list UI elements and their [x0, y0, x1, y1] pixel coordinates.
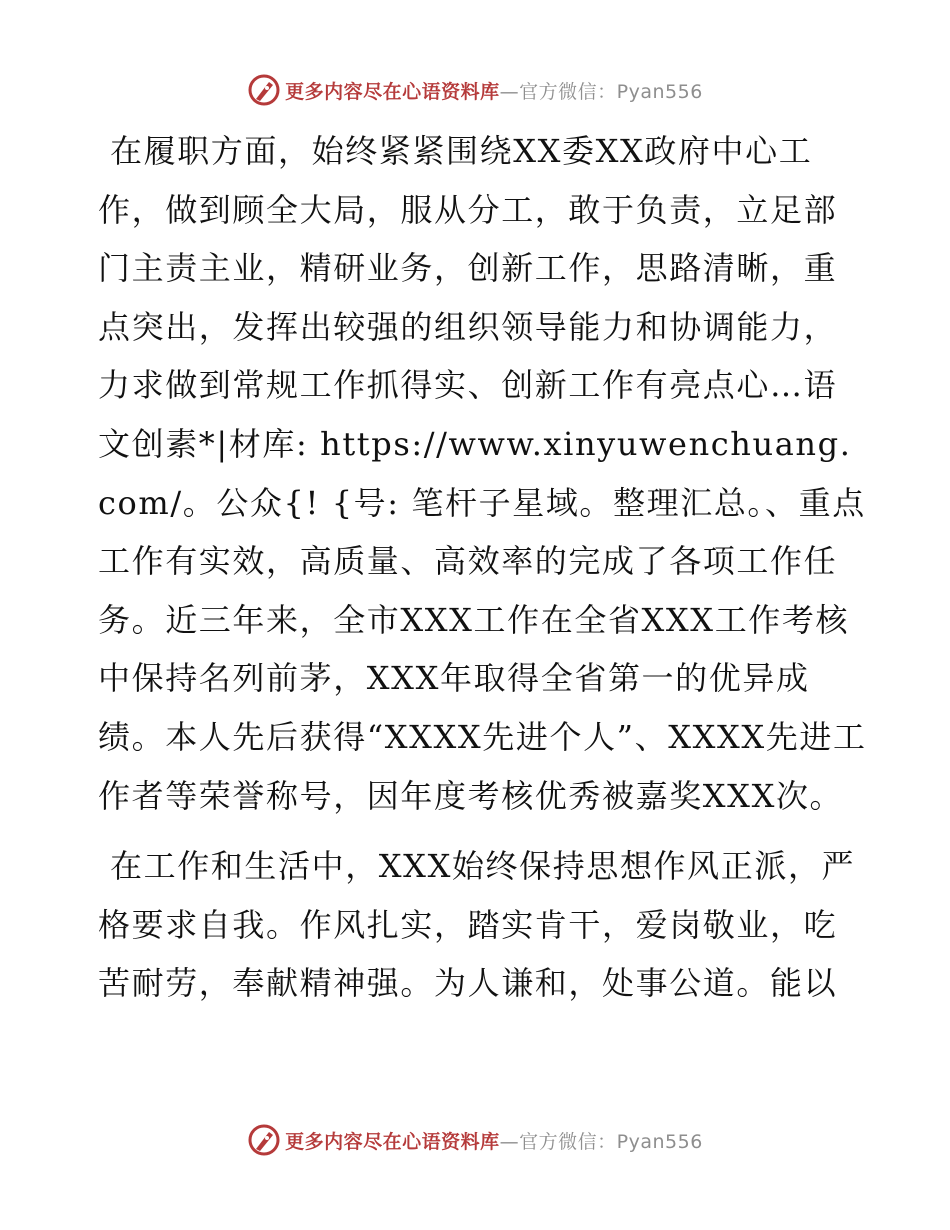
pen-nib-circle-icon: [247, 73, 281, 107]
paragraph-1: 在履职方面，始终紧紧围绕XX委XX政府中心工作，做到顾全大局，服从分工，敢于负责，立足部门主责主业，精研业务，创新工作，思路清晰，重点突出，发挥出较强的组织领导能力和协调能力，力求做到常规工作抓得实、创新工作有亮点心…语文创素*|材库: https://www.xinyuwenchuang.com/。公众{! {号: 笔杆子星域。整理汇总。、重点工作有实效，高质量、高效率的完成了各项工作任务。近三年来，全市XXX工作在全省XXX工作考核中保持名列前茅，XXX年取得全省第一的优异成绩。本人先后获得“XXXX先进个人”、XXXX先进工作者等荣誉称号，因年度考核优秀被嘉奖XXX次。: [98, 132, 867, 815]
document-body: [98, 122, 868, 1013]
banner-text: 更多内容尽在心语资料库—官方微信：Pyan556: [285, 80, 703, 103]
footer-banner: [0, 1120, 950, 1160]
pen-nib-circle-icon: [247, 1123, 281, 1157]
header-banner: [0, 70, 950, 110]
banner-text: 更多内容尽在心语资料库—官方微信：Pyan556: [285, 1130, 703, 1153]
paragraph-2: 在工作和生活中，XXX始终保持思想作风正派，严格要求自我。作风扎实，踏实肯干，爱岗敬业，吃苦耐劳，奉献精神强。为人谦和，处事公道。能以: [98, 847, 856, 1003]
